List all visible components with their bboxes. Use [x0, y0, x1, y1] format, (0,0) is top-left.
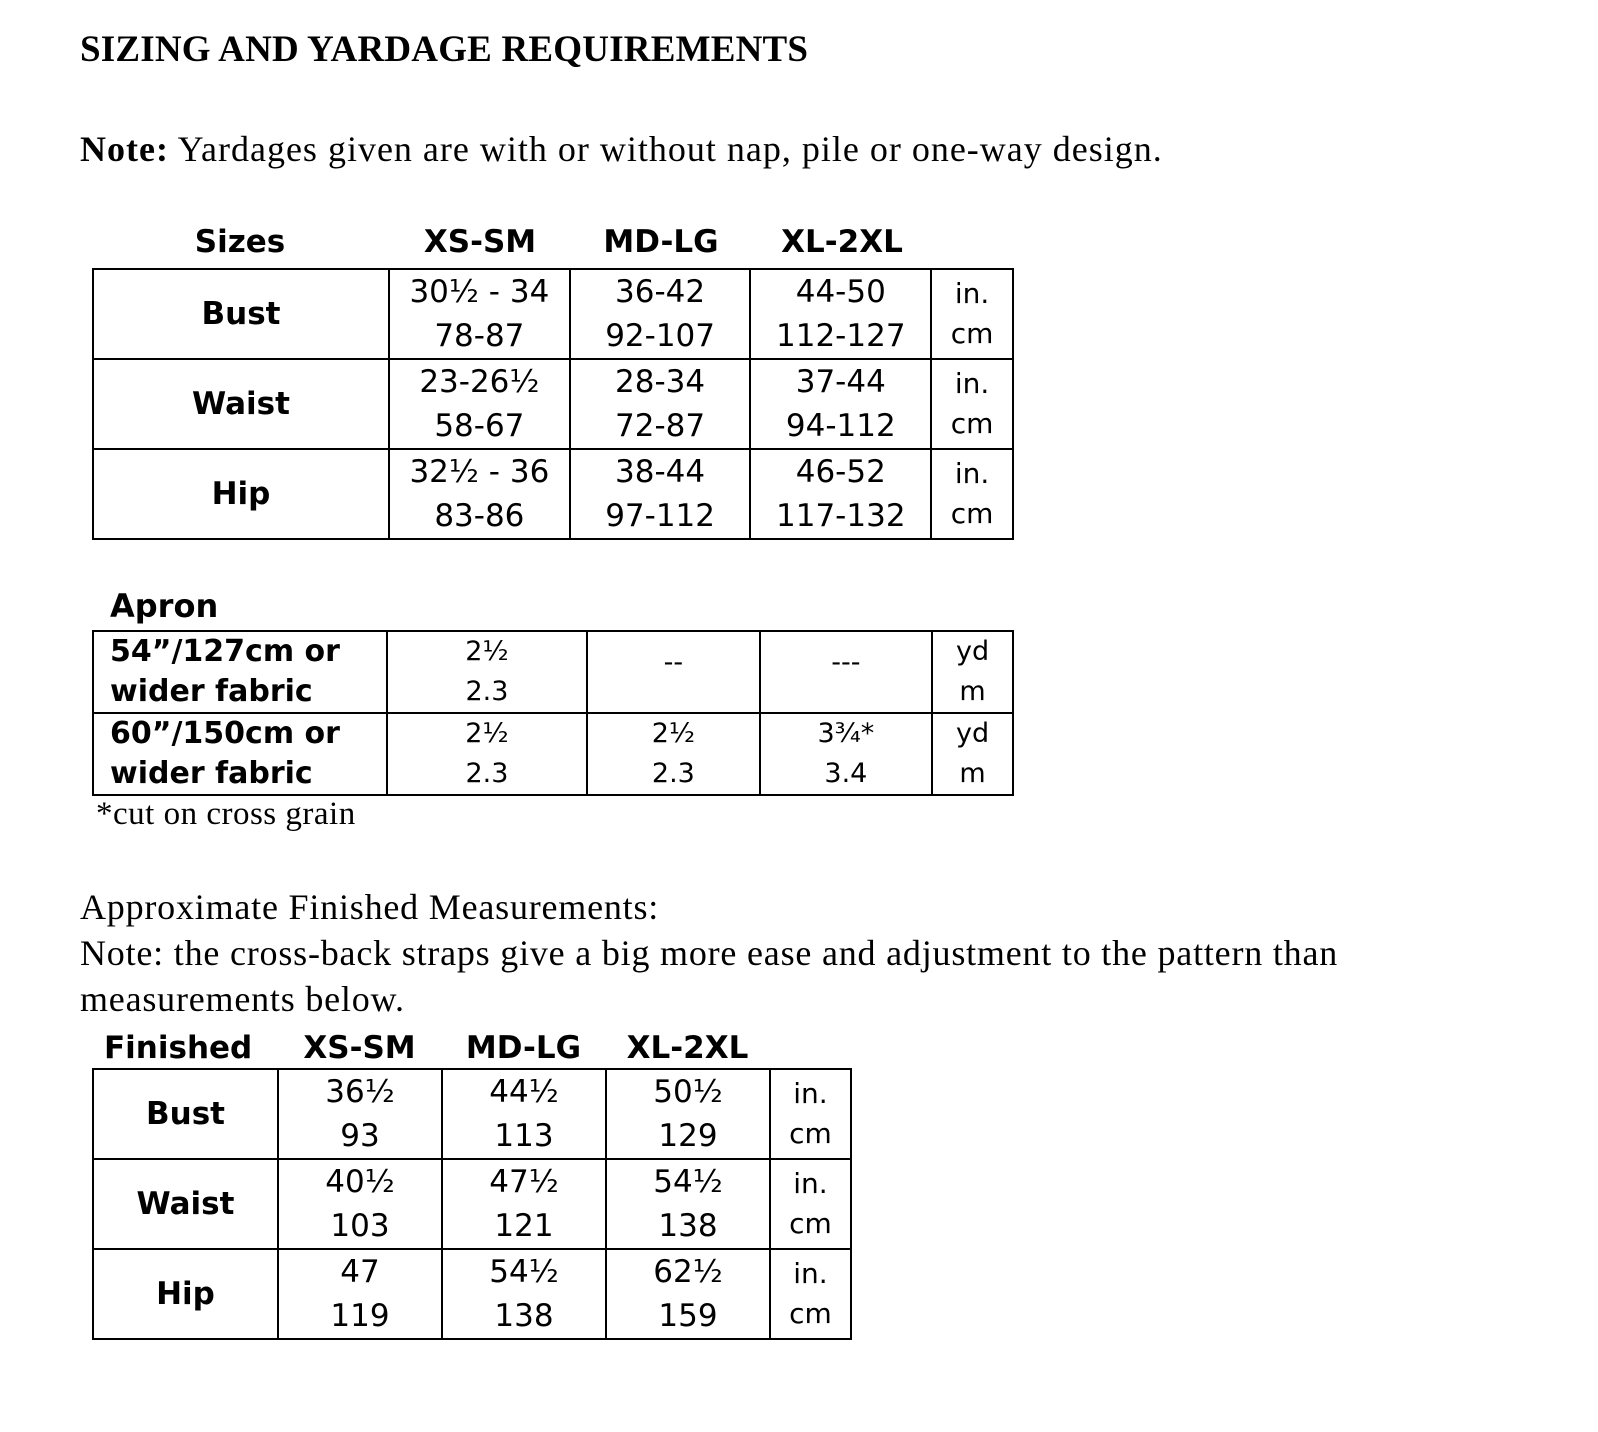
- table-cell: ---: [760, 631, 933, 713]
- finished-col-xl-2xl: XL-2XL: [626, 1030, 749, 1066]
- apron-header: Apron: [110, 587, 219, 625]
- unit-cell: yd m: [932, 713, 1013, 795]
- finished-note-line1: Note: the cross-back straps give a big more ease and adjustment to the pattern than: [80, 933, 1339, 973]
- finished-col-xs-sm: XS-SM: [303, 1030, 416, 1066]
- table-cell: 54½ 138: [606, 1159, 770, 1249]
- table-cell: 44½ 113: [442, 1069, 606, 1159]
- table-cell: 62½ 159: [606, 1249, 770, 1339]
- table-row: [93, 269, 1013, 359]
- note-label: Note:: [80, 129, 169, 169]
- finished-note-line2: measurements below.: [80, 979, 405, 1019]
- finished-col-md-lg: MD-LG: [465, 1030, 582, 1066]
- row-label-hip: Hip: [93, 449, 389, 539]
- sizes-col-xs-sm: XS-SM: [423, 224, 537, 260]
- table-cell: 37-44 94-112: [750, 359, 931, 449]
- unit-cell: in. cm: [931, 269, 1013, 359]
- unit-cell: in. cm: [770, 1249, 851, 1339]
- table-cell: 50½ 129: [606, 1069, 770, 1159]
- table-row: [93, 631, 1013, 713]
- row-label-hip: Hip: [93, 1249, 278, 1339]
- table-cell: 3¾* 3.4: [760, 713, 933, 795]
- table-cell: 30½ - 34 78-87: [389, 269, 570, 359]
- row-label-waist: Waist: [93, 1159, 278, 1249]
- row-label-bust: Bust: [93, 269, 389, 359]
- yardage-note: [80, 128, 1163, 170]
- sizes-col-md-lg: MD-LG: [603, 224, 719, 260]
- row-label-waist: Waist: [93, 359, 389, 449]
- table-row: [93, 1069, 851, 1159]
- cross-grain-footnote: *cut on cross grain: [96, 796, 356, 832]
- table-cell: 40½ 103: [278, 1159, 442, 1249]
- table-cell: 2½ 2.3: [387, 713, 587, 795]
- row-label-bust: Bust: [93, 1069, 278, 1159]
- table-cell: 36-42 92-107: [570, 269, 751, 359]
- unit-cell: in. cm: [931, 359, 1013, 449]
- table-row: [93, 449, 1013, 539]
- table-cell: 32½ - 36 83-86: [389, 449, 570, 539]
- sizes-header: Sizes: [194, 224, 286, 260]
- sizes-col-xl-2xl: XL-2XL: [781, 224, 903, 260]
- fabric-label: 60”/150cm or wider fabric: [93, 713, 387, 795]
- table-cell: 36½ 93: [278, 1069, 442, 1159]
- unit-cell: in. cm: [770, 1159, 851, 1249]
- table-cell: 28-34 72-87: [570, 359, 751, 449]
- table-cell: 47 119: [278, 1249, 442, 1339]
- table-row: [93, 359, 1013, 449]
- sizes-table: [92, 268, 1014, 540]
- apron-table: [92, 630, 1014, 796]
- table-cell: 54½ 138: [442, 1249, 606, 1339]
- table-row: [93, 1159, 851, 1249]
- table-cell: 46-52 117-132: [750, 449, 931, 539]
- finished-heading: Approximate Finished Measurements:: [80, 887, 660, 927]
- finished-header: Finished: [104, 1030, 253, 1066]
- table-cell: 23-26½ 58-67: [389, 359, 570, 449]
- table-cell: 2½ 2.3: [387, 631, 587, 713]
- unit-cell: yd m: [932, 631, 1013, 713]
- finished-table: [92, 1068, 852, 1340]
- table-cell: 38-44 97-112: [570, 449, 751, 539]
- table-cell: --: [587, 631, 759, 713]
- table-cell: 2½ 2.3: [587, 713, 759, 795]
- table-cell: 44-50 112-127: [750, 269, 931, 359]
- table-row: [93, 1249, 851, 1339]
- table-cell: 47½ 121: [442, 1159, 606, 1249]
- unit-cell: in. cm: [770, 1069, 851, 1159]
- note-text: Yardages given are with or without nap, pile or one-way design.: [168, 129, 1163, 169]
- unit-cell: in. cm: [931, 449, 1013, 539]
- page-title: SIZING AND YARDAGE REQUIREMENTS: [80, 29, 809, 70]
- fabric-label: 54”/127cm or wider fabric: [93, 631, 387, 713]
- table-row: [93, 713, 1013, 795]
